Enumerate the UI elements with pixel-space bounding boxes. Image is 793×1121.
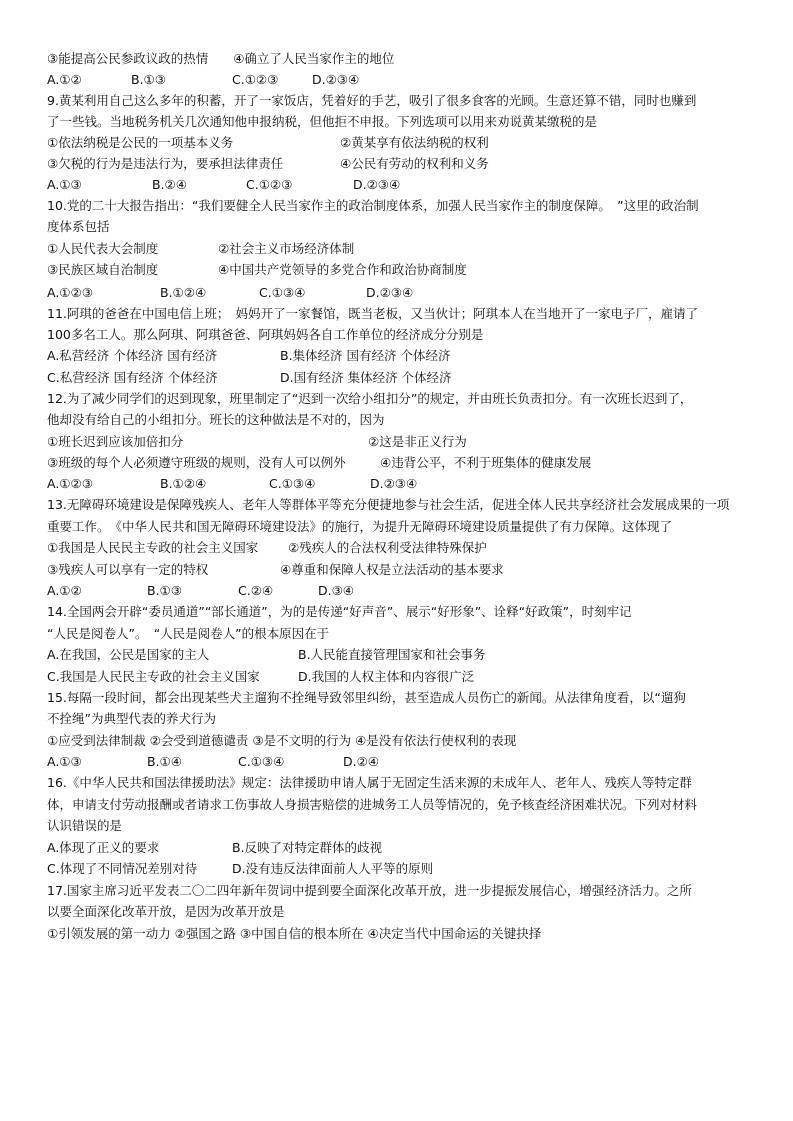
q12-option-d: D.②③④ (370, 476, 418, 491)
q10-option-b: B.①②④ (160, 285, 207, 300)
q14-option-a: A.在我国，公民是国家的主人 (47, 647, 210, 662)
q13-statement-2: ②残疾人的合法权利受法律特殊保护 (288, 540, 487, 555)
q13-statement-1: ①我国是人民民主专政的社会主义国家 (47, 540, 259, 555)
q15-option-d: D.②④ (343, 754, 380, 769)
q15-stem-line-1: 15.每隔一段时间，都会出现某些犬主遛狗不拴绳导致邻里纠纷，甚至造成人员伤亡的新闻。从法律角度看，以“遛狗 (47, 690, 686, 705)
q10-stem-line-2: 度体系包括 (47, 219, 110, 234)
q11-stem-line-1: 11.阿琪的爸爸在中国电信上班； 妈妈开了一家餐馆，既当老板，又当伙计；阿琪本人在当地开了一家电子厂，雇请了 (47, 306, 699, 321)
q9-option-b: B.②④ (152, 177, 187, 192)
q17-statements: ①引领发展的第一动力 ②强国之路 ③中国自信的根本所在 ④决定当代中国命运的关键抉择 (47, 926, 542, 941)
q16-option-c: C.体现了不同情况差别对待 (47, 861, 198, 876)
q13-option-a: A.①② (47, 583, 82, 598)
q12-stem-line-1: 12.为了减少同学们的迟到现象，班里制定了“迟到一次给小组扣分”的规定，并由班长负责扣分。有一次班长迟到了， (47, 391, 693, 406)
q10-statement-1: ①人民代表大会制度 (47, 241, 159, 256)
q10-option-d: D.②③④ (366, 285, 414, 300)
q9-statement-1: ①依法纳税是公民的一项基本义务 (47, 135, 234, 150)
q13-option-d: D.③④ (318, 583, 355, 598)
q10-statement-2: ②社会主义市场经济体制 (218, 241, 355, 256)
q9-option-c: C.①②③ (246, 177, 293, 192)
q12-statement-2: ②这是非正义行为 (368, 434, 467, 449)
q10-statement-3: ③民族区域自治制度 (47, 262, 159, 277)
q10-option-c: C.①③④ (259, 285, 306, 300)
q8-option-c: C.①②③ (232, 72, 279, 87)
q14-stem-line-1: 14.全国两会开辟“委员通道”“部长通道”，为的是传递“好声音”、展示“好形象”、诠释“好政策”，时刻牢记 (47, 604, 632, 619)
q10-stem-line-1: 10.党的二十大报告指出：“我们要健全人民当家作主的政治制度体系，加强人民当家作主的制度保障。 ”这里的政治制 (47, 198, 699, 213)
q15-option-b: B.①④ (147, 754, 182, 769)
q12-option-a: A.①②③ (47, 476, 93, 491)
q9-statement-3: ③欠税的行为是违法行为，要承担法律责任 (47, 156, 284, 171)
q15-statements: ①应受到法律制裁 ②会受到道德谴责 ③是不文明的行为 ④是没有依法行使权利的表现 (47, 733, 517, 748)
q14-option-c: C.我国是人民民主专政的社会主义国家 (47, 669, 260, 684)
q9-stem-line-2: 了一些钱。当地税务机关几次通知他申报纳税，但他拒不申报。下列选项可以用来劝说黄某缴税的是 (47, 114, 598, 129)
q9-statement-4: ④公民有劳动的权利和义务 (340, 156, 489, 171)
q12-statement-1: ①班长迟到应该加倍扣分 (47, 434, 184, 449)
q17-stem-line-2: 以要全面深化改革开放，是因为改革开放是 (47, 904, 285, 919)
q16-stem-line-3: 认识错误的是 (47, 818, 123, 833)
q16-stem-line-1: 16.《中华人民共和国法律援助法》规定：法律援助申请人属于无固定生活来源的未成年人、老年人、残疾人等特定群 (47, 775, 692, 790)
q15-option-c: C.①③④ (238, 754, 285, 769)
q11-option-c: C.私营经济 国有经济 个体经济 (47, 370, 218, 385)
q8-statement-line: ③能提高公民参政议政的热情 ④确立了人民当家作主的地位 (47, 51, 395, 66)
q9-option-d: D.②③④ (353, 177, 401, 192)
q11-option-a: A.私营经济 个体经济 国有经济 (47, 348, 218, 363)
q13-option-c: C.②④ (238, 583, 274, 598)
q16-option-a: A.体现了正义的要求 (47, 840, 160, 855)
q16-option-d: D.没有违反法律面前人人平等的原则 (232, 861, 434, 876)
q8-option-d: D.②③④ (312, 72, 360, 87)
q13-stem-line-1: 13.无障碍环境建设是保障残疾人、老年人等群体平等充分便捷地参与社会生活，促进全体人民共享经济社会发展成果的一项 (47, 497, 730, 512)
q11-stem-line-2: 100多名工人。那么阿琪、阿琪爸爸、阿琪妈妈各自工作单位的经济成分分别是 (47, 327, 484, 342)
q13-option-b: B.①③ (147, 583, 182, 598)
q8-option-b: B.①③ (131, 72, 166, 87)
q15-stem-line-2: 不拴绳”为典型代表的养犬行为 (47, 711, 216, 726)
q11-option-d: D.国有经济 集体经济 个体经济 (280, 370, 452, 385)
q11-option-b: B.集体经济 国有经济 个体经济 (280, 348, 451, 363)
q14-option-d: D.我国的人权主体和内容很广泛 (298, 669, 475, 684)
q12-statement-4: ④违背公平，不利于班集体的健康发展 (380, 455, 592, 470)
q12-option-b: B.①②④ (160, 476, 207, 491)
q9-option-a: A.①③ (47, 177, 82, 192)
q12-statement-3: ③班级的每个人必须遵守班级的规则，没有人可以例外 (47, 455, 346, 470)
q8-option-a: A.①② (47, 72, 82, 87)
q17-stem-line-1: 17.国家主席习近平发表二〇二四年新年贺词中提到要全面深化改革开放，进一步提振发展信心，增强经济活力。之所 (47, 883, 692, 898)
q10-option-a: A.①②③ (47, 285, 93, 300)
q13-stem-line-2: 重要工作。 《中华人民共和国无障碍环境建设法》的施行，为提升无障碍环境建设质量提供了有力保障。这体现了 (47, 519, 673, 534)
q16-option-b: B.反映了对特定群体的歧视 (232, 840, 383, 855)
q13-statement-3: ③残疾人可以享有一定的特权 (47, 562, 209, 577)
q10-statement-4: ④中国共产党领导的多党合作和政治协商制度 (218, 262, 467, 277)
q16-stem-line-2: 体，申请支付劳动报酬或者请求工伤事故人身损害赔偿的进城务工人员等情况的，免予核查经济困难状况。下列对材料 (47, 797, 698, 812)
q12-stem-line-2: 他却没有给自己的小组扣分。班长的这种做法是不对的，因为 (47, 412, 385, 427)
q15-option-a: A.①③ (47, 754, 82, 769)
q9-statement-2: ②黄某享有依法纳税的权利 (340, 135, 489, 150)
q14-stem-line-2: “人民是阅卷人”。 “人民是阅卷人”的根本原因在于 (47, 626, 330, 641)
q13-statement-4: ④尊重和保障人权是立法活动的基本要求 (280, 562, 504, 577)
q9-stem-line-1: 9.黄某利用自己这么多年的积蓄，开了一家饭店，凭着好的手艺，吸引了很多食客的光顾。生意还算不错，同时也赚到 (47, 93, 697, 108)
q14-option-b: B.人民能直接管理国家和社会事务 (298, 647, 486, 662)
q12-option-c: C.①③④ (269, 476, 316, 491)
